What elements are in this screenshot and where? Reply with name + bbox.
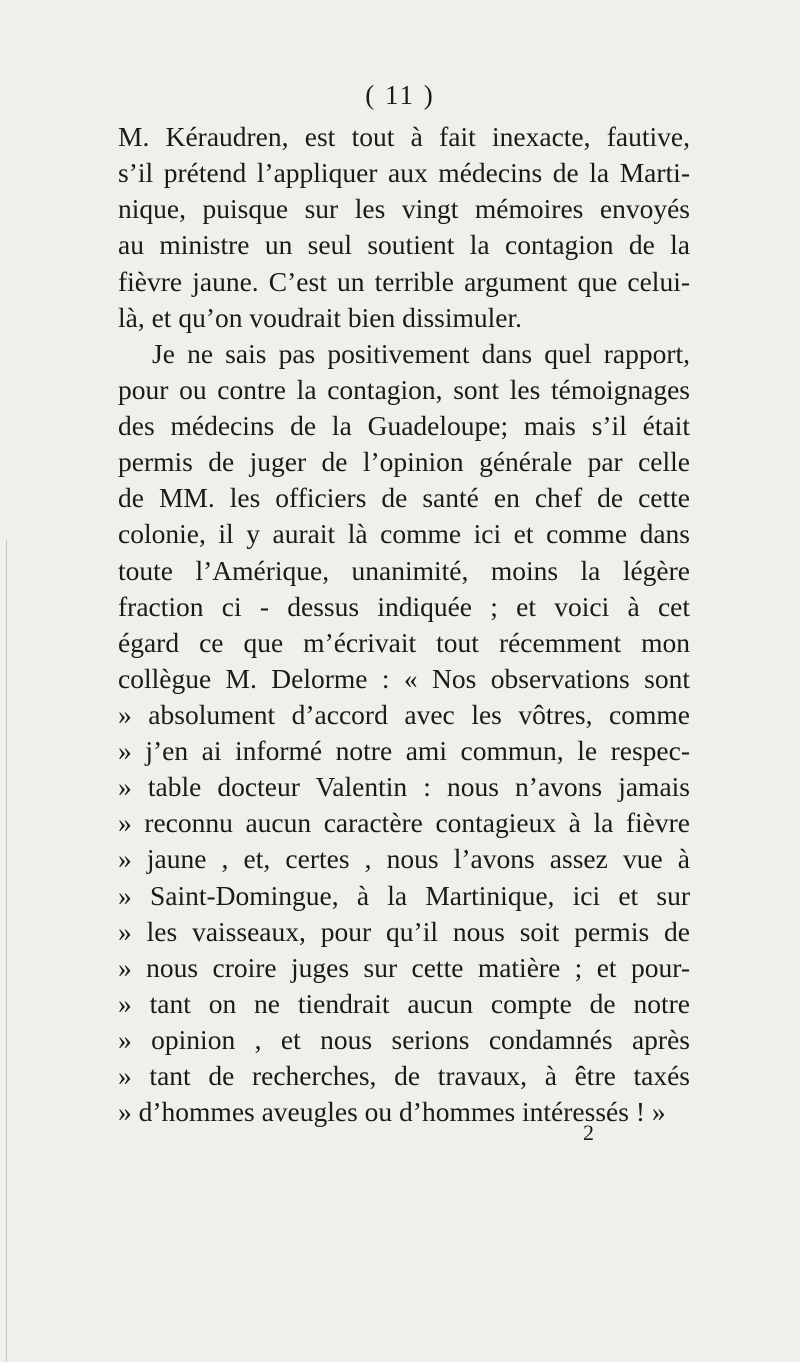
text-line-10: permis de juger de l’opinion générale par celle xyxy=(118,446,690,477)
text-line-25: » tant on ne tiendrait aucun compte de notre xyxy=(118,988,690,1019)
text-line-26: » opinion , et nous serions condamnés après xyxy=(118,1024,690,1055)
text-line-21: » jaune , et, certes , nous l’avons assez vue à xyxy=(118,843,690,874)
text-line-6: là, et qu’on voudrait bien dissimuler. xyxy=(118,302,523,333)
text-line-5: fièvre jaune. C’est un terrible argument que celui- xyxy=(118,266,690,297)
text-line-24: » nous croire juges sur cette matière ; et pour- xyxy=(118,952,690,983)
text-line-9: des médecins de la Guadeloupe; mais s’il était xyxy=(118,410,690,441)
signature-mark: 2 xyxy=(583,1120,594,1145)
text-line-28: » d’hommes aveugles ou d’hommes intéressés ! » xyxy=(118,1096,666,1127)
text-line-14: fraction ci - dessus indiquée ; et voici à cet xyxy=(118,591,690,622)
page-edge-rule xyxy=(6,540,7,1362)
text-line-20: » reconnu aucun caractère contagieux à la fièvre xyxy=(118,807,690,838)
text-line-23: » les vaisseaux, pour qu’il nous soit permis de xyxy=(118,916,690,947)
text-line-27: » tant de recherches, de travaux, à être taxés xyxy=(118,1060,690,1091)
text-line-12: colonie, il y aurait là comme ici et comme dans xyxy=(118,518,690,549)
text-line-3: nique, puisque sur les vingt mémoires envoyés xyxy=(118,193,690,224)
text-line-17: » absolument d’accord avec les vôtres, comme xyxy=(118,699,690,730)
text-line-8: pour ou contre la contagion, sont les témoignages xyxy=(118,374,690,405)
text-line-16: collègue M. Delorme : « Nos observations sont xyxy=(118,663,690,694)
text-line-22: » Saint-Domingue, à la Martinique, ici et sur xyxy=(118,880,690,911)
text-line-19: » table docteur Valentin : nous n’avons jamais xyxy=(118,771,690,802)
text-line-2: s’il prétend l’appliquer aux médecins de la Marti- xyxy=(118,157,690,188)
page-number: ( 11 ) xyxy=(365,80,435,110)
text-line-4: au ministre un seul soutient la contagion de la xyxy=(118,229,690,260)
text-line-15: égard ce que m’écrivait tout récemment mon xyxy=(118,627,690,658)
text-line-11: de MM. les officiers de santé en chef de cette xyxy=(118,482,690,513)
text-line-18: » j’en ai informé notre ami commun, le respec- xyxy=(118,735,690,766)
text-line-7: Je ne sais pas positivement dans quel rapport, xyxy=(152,338,690,369)
text-line-1: M. Kéraudren, est tout à fait inexacte, fautive, xyxy=(118,121,690,152)
text-line-13: toute l’Amérique, unanimité, moins la légère xyxy=(118,555,690,586)
